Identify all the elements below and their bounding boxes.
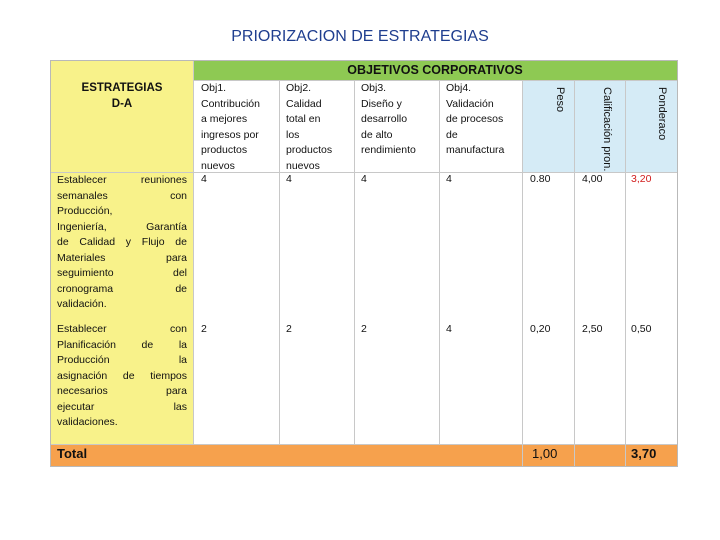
strategy-line: de Calidad y Flujo de [57, 236, 187, 248]
obj4-header [446, 81, 522, 159]
calificacion-header: Calificación pron. [601, 87, 613, 172]
page-title: PRIORIZACION DE ESTRATEGIAS [231, 28, 489, 45]
strategies-sublabel: D-A [111, 98, 133, 110]
obj4-line: Validación [446, 97, 494, 110]
strategy-line: asignación de tiempos [57, 369, 187, 382]
row2-ponderacion: 0,50 [631, 323, 652, 335]
obj2-line: total en [286, 113, 321, 125]
obj3-line: Diseño y [361, 97, 402, 110]
row1-obj4: 4 [446, 173, 452, 185]
obj1-line: productos [201, 144, 248, 156]
strategy-line: Materiales para [57, 251, 187, 264]
obj3-line: rendimiento [361, 144, 416, 156]
obj1-line: Contribución [201, 97, 260, 110]
obj3-line: de alto [361, 128, 393, 141]
row2-obj3: 2 [361, 323, 367, 335]
ponderacion-header: Ponderaco [656, 87, 668, 141]
grid-line [193, 80, 677, 81]
strategy-line: Planificación de la [57, 338, 187, 351]
peso-header: Peso [554, 87, 566, 113]
strategy-line: validación. [57, 298, 107, 310]
strategy-line: Producción la [57, 354, 187, 366]
row2-obj2: 2 [286, 323, 292, 335]
obj4-line: Obj4. [446, 82, 472, 94]
obj1-line: a mejores [201, 113, 248, 125]
strategy-line: Ingeniería, Garantía [57, 220, 187, 233]
total-label: Total [57, 446, 88, 461]
priorization-table [50, 60, 678, 467]
obj3-line: Obj3. [361, 82, 387, 94]
row2-peso: 0,20 [530, 323, 551, 335]
strategy-1 [57, 173, 187, 313]
side-header-bg [522, 80, 677, 172]
obj2-line: Obj2. [286, 82, 312, 94]
obj2-line: los [286, 128, 300, 141]
row1-calificacion: 4,00 [582, 173, 603, 185]
obj2-line: Calidad [286, 97, 322, 110]
row2-obj4: 4 [446, 323, 452, 335]
row2-obj1: 2 [201, 323, 207, 335]
strategy-line: semanales con [57, 189, 187, 202]
grid-line [522, 80, 523, 466]
obj1-line: nuevos [201, 159, 235, 172]
grid-line [354, 80, 355, 444]
obj4-line: de [446, 128, 458, 141]
strategy-line: ejecutar las [57, 400, 187, 413]
strategy-line: seguimiento del [57, 267, 187, 279]
grid-line [574, 80, 575, 466]
obj3-header [361, 81, 441, 159]
total-peso: 1,00 [532, 446, 558, 461]
strategy-line: validaciones. [57, 416, 118, 428]
strategy-line: Establecer reuniones [57, 174, 187, 186]
strategy-2 [57, 322, 187, 431]
row1-obj2: 4 [286, 173, 292, 185]
row1-peso: 0.80 [530, 173, 551, 185]
obj4-line: manufactura [446, 144, 505, 156]
strategy-line: Establecer con [57, 323, 187, 335]
grid-line [51, 444, 677, 445]
row1-obj3: 4 [361, 173, 367, 185]
total-ponderacion: 3,70 [631, 446, 657, 461]
strategies-label: ESTRATEGIAS [81, 82, 163, 94]
row2-calificacion: 2,50 [582, 323, 603, 335]
obj4-line: de procesos [446, 113, 504, 125]
obj1-header [201, 81, 281, 174]
grid-line [625, 80, 626, 466]
obj2-header [286, 81, 356, 174]
total-row-bg [51, 444, 677, 466]
strategy-line: necesarios para [57, 385, 187, 397]
strategy-line: Producción, [57, 205, 113, 217]
obj2-line: productos [286, 144, 333, 156]
obj1-line: Obj1. [201, 82, 227, 94]
strategies-header [51, 80, 193, 112]
objectives-header: OBJETIVOS CORPORATIVOS [347, 63, 523, 77]
row1-ponderacion: 3,20 [631, 173, 652, 185]
obj2-line: nuevos [286, 159, 320, 172]
row1-obj1: 4 [201, 173, 207, 185]
grid-line [279, 80, 280, 444]
obj3-line: desarrollo [361, 113, 408, 125]
grid-line [439, 80, 440, 444]
obj1-line: ingresos por [201, 128, 259, 141]
grid-line [193, 61, 194, 444]
strategy-line: cronograma de [57, 282, 187, 295]
